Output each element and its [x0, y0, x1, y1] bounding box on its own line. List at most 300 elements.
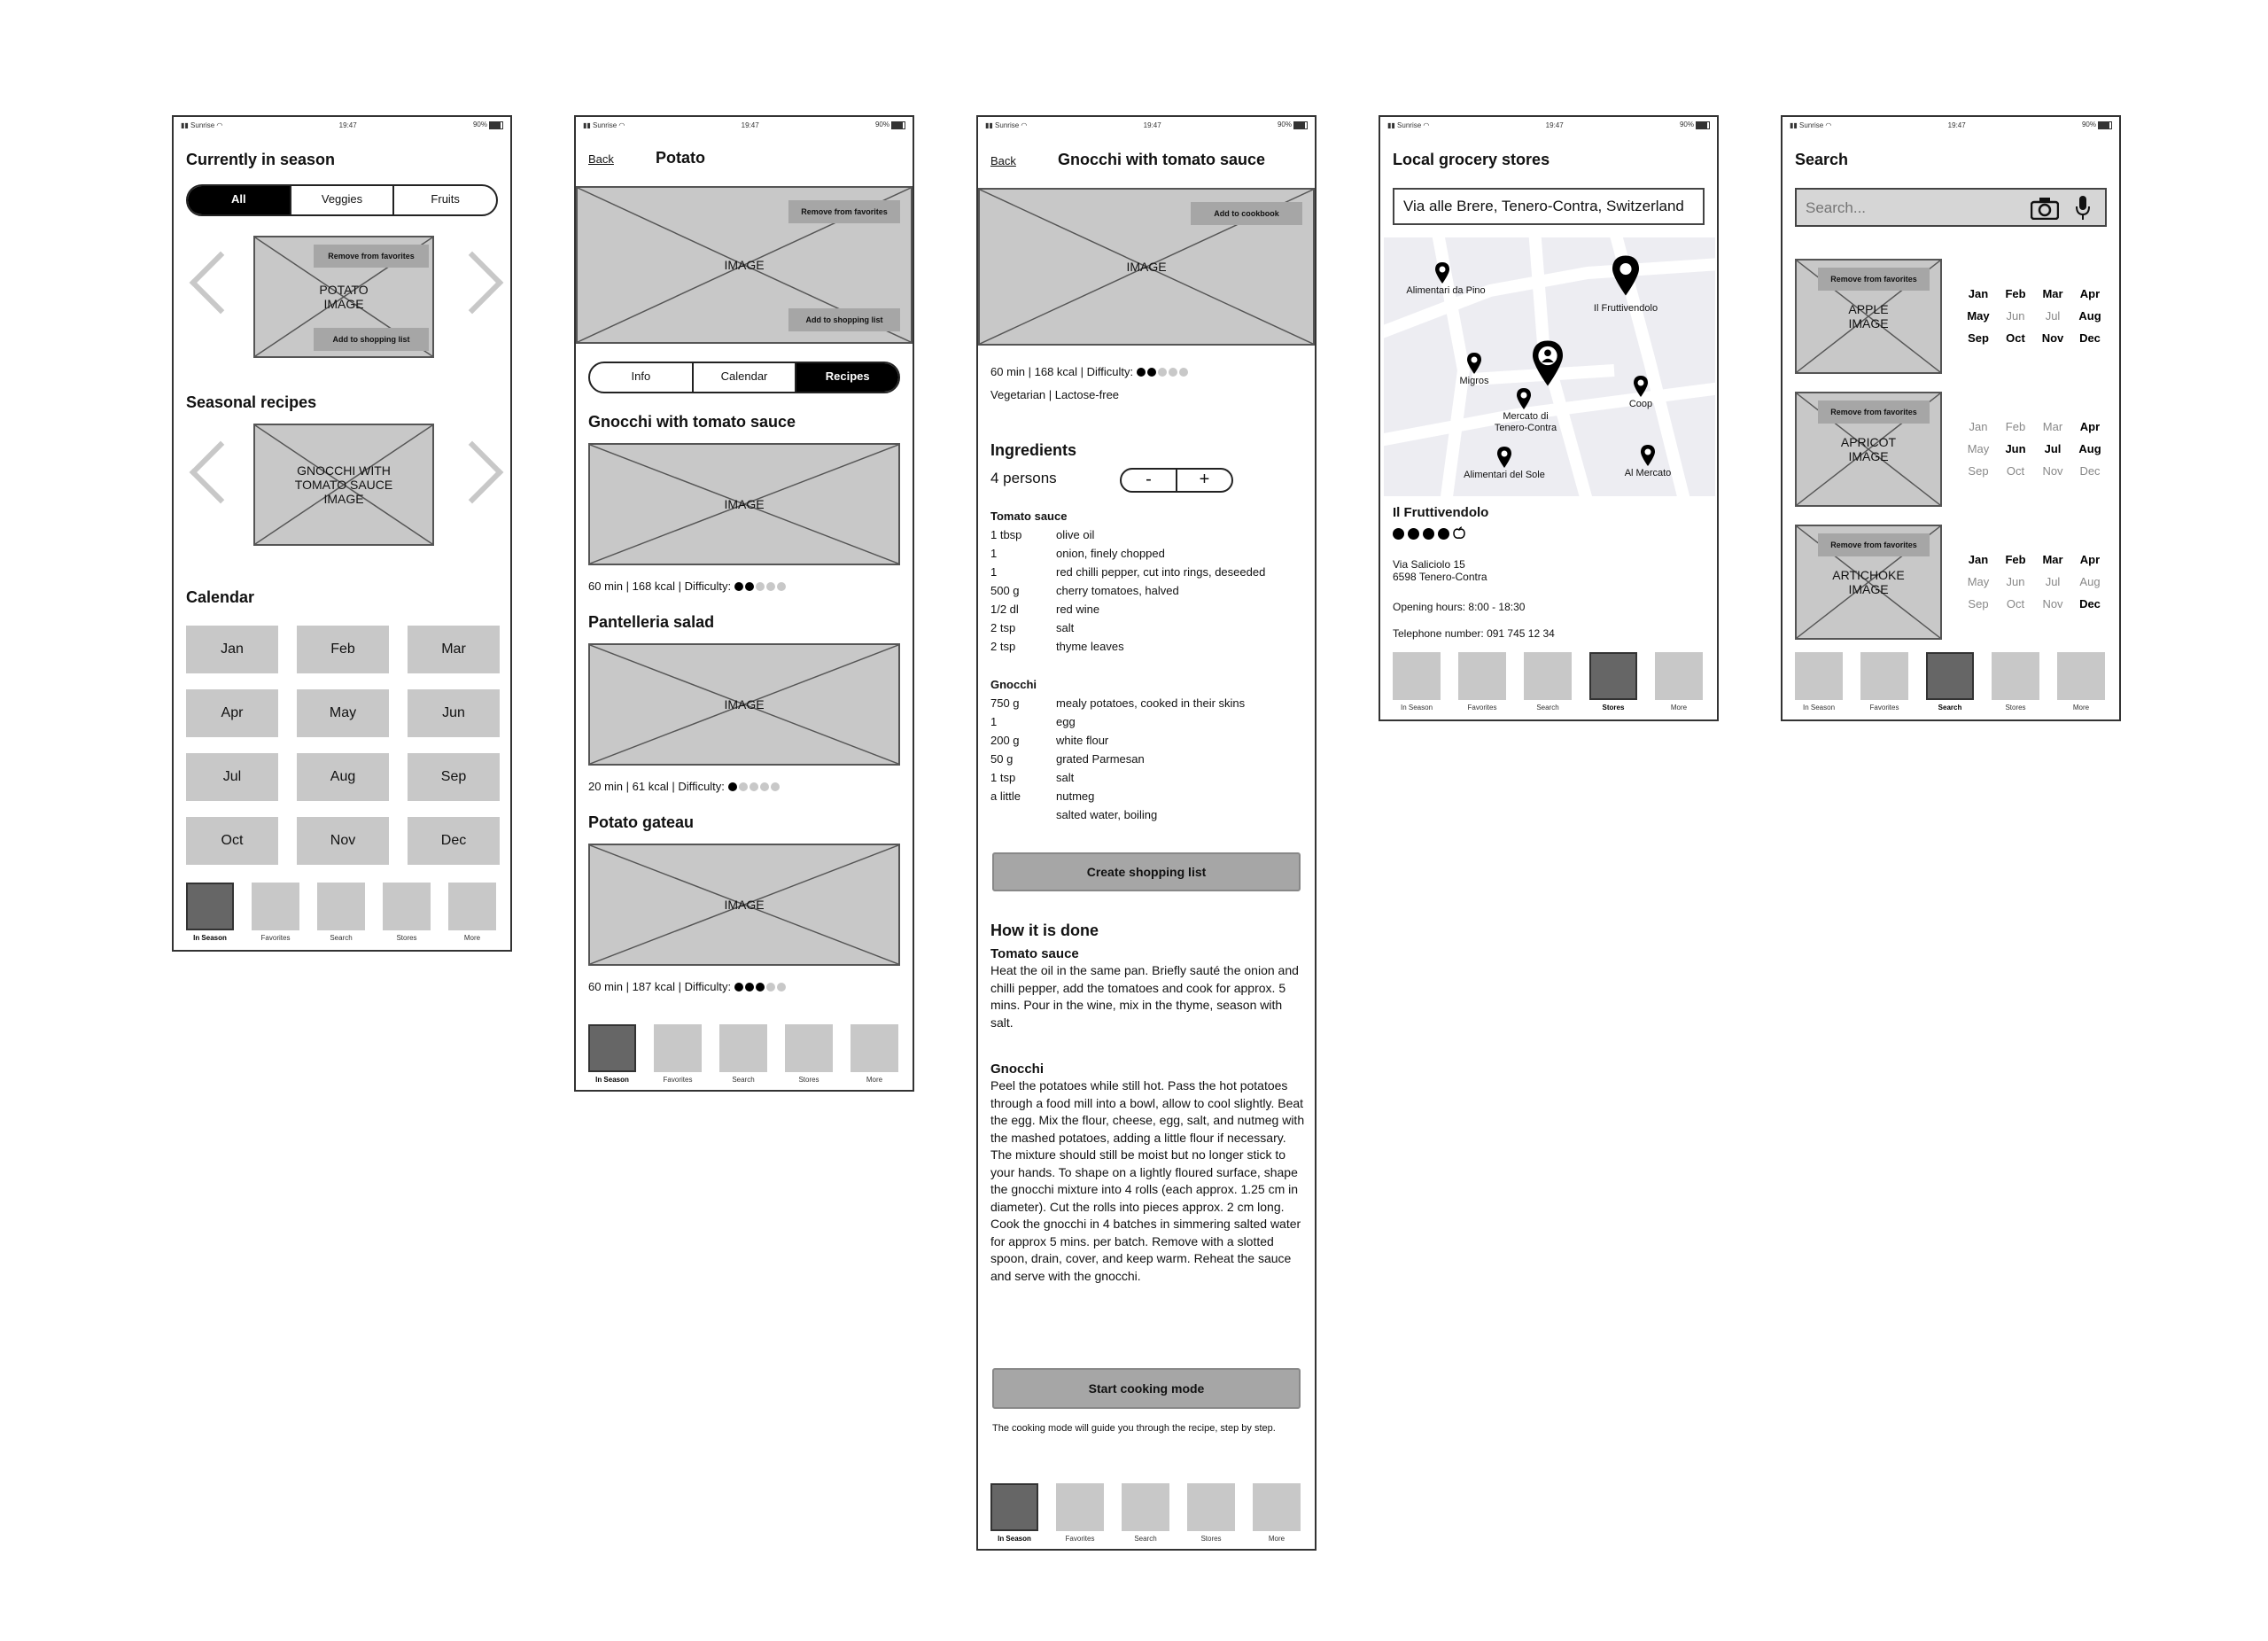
- ingredient-group-tomato: [990, 507, 1265, 656]
- section-title: Calendar: [186, 588, 255, 606]
- tab-label: More: [1670, 704, 1688, 712]
- produce-image[interactable]: [1795, 392, 1942, 507]
- rating-dot-filled: [1438, 528, 1449, 540]
- segment-veggies[interactable]: Veggies: [290, 186, 393, 214]
- pin-label: Alimentari da Pino: [1406, 285, 1486, 296]
- wifi-icon: ◠: [216, 121, 223, 129]
- battery-icon: [489, 121, 503, 129]
- month-dec[interactable]: Dec: [408, 817, 500, 865]
- prev-arrow-icon[interactable]: [190, 252, 252, 315]
- battery-percent: 90%: [472, 121, 487, 129]
- add-cookbook-button[interactable]: Add to cookbook: [1191, 202, 1302, 225]
- clock: 19:47: [1143, 121, 1161, 129]
- next-arrow-icon[interactable]: [441, 441, 504, 504]
- month-label: Apr: [2079, 287, 2101, 300]
- ingredient: salted water, boiling: [1056, 808, 1158, 821]
- page-title: Potato: [656, 149, 705, 167]
- clock: 19:47: [741, 121, 759, 129]
- step-text: Peel the potatoes while still hot. Pass the hot potatoes through a food mill into a bowl, allow to cool slightly. Beat the egg. Mix the flour, cheese, egg, salt, and nutmeg with the mashed potatoes, adding a little flour if necessary. The mixture should still be moist but no longer stick to your hands. To shape on a lightly floured surface, shape the gnocchi mixture into 4 rolls (each approx. 1.25 cm in diameter). Cut the rolls into pieces approx. 2 cm long. Cook the gnocchi in 4 batches in simmering salted water for approx 5 mins. per batch. Remove with a slotted spoon, drain, cover, and keep warm. Reheat the sauce and serve with the gnocchi.: [990, 1078, 1305, 1283]
- tab-label: In Season: [998, 1535, 1031, 1543]
- month-label: Feb: [2005, 553, 2026, 566]
- battery-percent: 90%: [1277, 121, 1292, 129]
- month-label: Dec: [2079, 597, 2101, 611]
- ingredient: white flour: [1056, 734, 1109, 747]
- remove-favorites-button[interactable]: Remove from favorites: [1818, 401, 1930, 424]
- battery-icon: [891, 121, 905, 129]
- recipe-title[interactable]: Potato gateau: [588, 813, 695, 831]
- map[interactable]: [1384, 237, 1715, 496]
- tab-more[interactable]: [850, 1024, 898, 1072]
- ingredient-row: [990, 768, 1245, 787]
- segment-recipes[interactable]: Recipes: [795, 363, 898, 392]
- month-jul[interactable]: Jul: [186, 753, 278, 801]
- difficulty-dot-filled: [745, 582, 754, 591]
- difficulty-dot-empty: [777, 582, 786, 591]
- tab-favorites[interactable]: [252, 883, 299, 930]
- ingredient-row: [990, 712, 1245, 731]
- rating-dot-filled: [1408, 528, 1419, 540]
- month-may[interactable]: May: [297, 689, 389, 737]
- store-hours: Opening hours: 8:00 - 18:30: [1393, 601, 1526, 613]
- page-title: Gnocchi with tomato sauce: [1058, 151, 1266, 168]
- tab-label: Stores: [1602, 704, 1625, 712]
- battery-icon: [1696, 121, 1710, 129]
- month-label: Nov: [2042, 464, 2063, 478]
- store-address: [1393, 558, 1487, 583]
- carrier-label: Sunrise: [1799, 121, 1824, 129]
- tab-search[interactable]: [719, 1024, 767, 1072]
- pin-label: Mercato di Tenero-Contra: [1494, 411, 1557, 433]
- season-months: [1960, 420, 2109, 478]
- create-shopping-list-button[interactable]: Create shopping list: [992, 852, 1301, 891]
- segment-all[interactable]: All: [188, 186, 290, 214]
- hero-image: [978, 188, 1315, 346]
- month-label: Jul: [2044, 442, 2062, 455]
- segment-calendar[interactable]: Calendar: [692, 363, 796, 392]
- month-mar[interactable]: Mar: [408, 626, 500, 673]
- signal-icon: ▮▮: [1790, 121, 1798, 129]
- tab-stores[interactable]: [785, 1024, 833, 1072]
- tab-label: Favorites: [1065, 1535, 1095, 1543]
- difficulty-dots: [1137, 366, 1190, 379]
- add-shopping-list-button[interactable]: Add to shopping list: [788, 308, 900, 331]
- segment-info[interactable]: Info: [631, 369, 651, 383]
- ingredient: nutmeg: [1056, 789, 1095, 803]
- ingredient: onion, finely chopped: [1056, 547, 1165, 560]
- difficulty-dot-filled: [734, 983, 743, 992]
- quantity: 2 tsp: [990, 621, 1016, 634]
- ingredient: salt: [1056, 771, 1075, 784]
- month-label: Aug: [2078, 309, 2101, 323]
- month-sep[interactable]: Sep: [408, 753, 500, 801]
- ingredient: egg: [1056, 715, 1076, 728]
- tab-label: In Season: [193, 934, 227, 942]
- month-oct[interactable]: Oct: [186, 817, 278, 865]
- ingredient-row: [990, 694, 1245, 712]
- ingredient: salt: [1056, 621, 1075, 634]
- search-input[interactable]: [1804, 197, 2020, 220]
- tab-stores[interactable]: [1589, 652, 1637, 700]
- tab-more[interactable]: [448, 883, 496, 930]
- quantity: 1: [990, 565, 998, 579]
- back-link[interactable]: Back: [990, 154, 1016, 167]
- month-feb[interactable]: Feb: [297, 626, 389, 673]
- store-street: Via Saliciolo 15: [1393, 558, 1465, 571]
- month-label: Sep: [1968, 331, 1989, 345]
- tab-stores[interactable]: [1992, 652, 2039, 700]
- tab-label: Search: [1134, 1535, 1157, 1543]
- tab-in-season[interactable]: [186, 883, 234, 930]
- recipe-meta: [990, 365, 1190, 379]
- screen-stores: [1379, 115, 1719, 721]
- difficulty-dots: [734, 580, 788, 594]
- image-label: IMAGE: [724, 898, 765, 912]
- map-pin-icon[interactable]: [1641, 445, 1655, 471]
- ingredient: olive oil: [1056, 528, 1095, 541]
- tab-label: Favorites: [1467, 704, 1497, 712]
- quantity: 1: [990, 547, 998, 560]
- category-segmented-control: [186, 184, 498, 216]
- month-label: Oct: [2006, 597, 2025, 611]
- tab-in-season[interactable]: [588, 1024, 636, 1072]
- month-label: Dec: [2079, 464, 2101, 478]
- produce-image[interactable]: [1795, 525, 1942, 640]
- month-label: Sep: [1968, 597, 1989, 611]
- ingredient-row: [990, 563, 1265, 581]
- back-link[interactable]: Back: [588, 152, 614, 166]
- clock: 19:47: [338, 121, 357, 129]
- tab-label: Search: [1536, 704, 1559, 712]
- tab-label: Search: [1938, 704, 1962, 712]
- pin-label: Il Fruttivendolo: [1593, 303, 1658, 314]
- ingredient-row: [990, 581, 1265, 600]
- month-label: Jun: [2005, 442, 2026, 455]
- signal-icon: ▮▮: [985, 121, 993, 129]
- diet-tags: Vegetarian | Lactose-free: [990, 388, 1120, 401]
- address-input[interactable]: Via alle Brere, Tenero-Contra, Switzerland: [1393, 188, 1705, 225]
- ingredient-row: [990, 544, 1265, 563]
- battery-percent: 90%: [874, 121, 889, 129]
- pin-label: Alimentari del Sole: [1464, 470, 1545, 480]
- signal-icon: ▮▮: [583, 121, 591, 129]
- tab-stores[interactable]: [383, 883, 431, 930]
- month-nov[interactable]: Nov: [297, 817, 389, 865]
- month-label: Jul: [2045, 309, 2061, 323]
- produce-image[interactable]: [1795, 259, 1942, 374]
- image-label: IMAGE: [724, 697, 765, 712]
- group-title: Tomato sauce: [990, 509, 1068, 523]
- month-label: May: [1967, 442, 1990, 455]
- rating-dots: [1393, 526, 1465, 544]
- difficulty-dot-empty: [739, 782, 748, 791]
- signal-icon: ▮▮: [1387, 121, 1395, 129]
- page-title: Local grocery stores: [1393, 151, 1550, 168]
- microphone-icon[interactable]: [2075, 195, 2091, 222]
- recipe-title[interactable]: Pantelleria salad: [588, 613, 715, 631]
- month-label: Oct: [2006, 331, 2025, 345]
- quantity: 200 g: [990, 734, 1020, 747]
- page-title: Search: [1795, 151, 1849, 168]
- remove-favorites-button[interactable]: Remove from favorites: [788, 200, 900, 223]
- rating-dot-filled: [1393, 528, 1404, 540]
- battery-icon: [1293, 121, 1308, 129]
- persons-stepper: [1120, 468, 1233, 493]
- clock: 19:47: [1947, 121, 1966, 129]
- ingredient-row: [990, 637, 1265, 656]
- camera-icon[interactable]: [2031, 197, 2059, 220]
- image-label: GNOCCHI WITH TOMATO SAUCE IMAGE: [294, 463, 393, 506]
- tab-label: Stores: [396, 934, 417, 942]
- tab-label: Search: [732, 1076, 755, 1084]
- season-months: [1960, 553, 2109, 611]
- carrier-label: Sunrise: [1397, 121, 1422, 129]
- month-label: Nov: [2042, 597, 2063, 611]
- remove-favorites-button[interactable]: Remove from favorites: [1818, 268, 1930, 291]
- difficulty-dot-empty: [1179, 368, 1188, 377]
- month-label: Oct: [2006, 464, 2025, 478]
- tab-search[interactable]: [1524, 652, 1572, 700]
- recipe-image[interactable]: [588, 443, 900, 565]
- difficulty-dots: [728, 781, 781, 794]
- ingredient-group-gnocchi: [990, 675, 1245, 824]
- quantity: a little: [990, 789, 1021, 803]
- tab-search[interactable]: [1926, 652, 1974, 700]
- tab-label: Stores: [2005, 704, 2026, 712]
- month-label: Jul: [2045, 575, 2061, 588]
- status-bar: [978, 117, 1315, 133]
- tab-more[interactable]: [1655, 652, 1703, 700]
- quantity: 1: [990, 715, 998, 728]
- difficulty-dot-filled: [1147, 368, 1156, 377]
- next-arrow-icon[interactable]: [441, 252, 504, 315]
- recipe-meta: [588, 579, 788, 594]
- month-label: Jan: [1969, 420, 1988, 433]
- month-jan[interactable]: Jan: [186, 626, 278, 673]
- ingredient-row: [990, 600, 1265, 618]
- tab-label: Favorites: [1869, 704, 1899, 712]
- status-bar: [1783, 117, 2119, 133]
- month-label: Mar: [2042, 420, 2063, 433]
- month-label: Jan: [1968, 287, 1989, 300]
- image-label: IMAGE: [724, 497, 765, 511]
- tab-favorites[interactable]: [654, 1024, 702, 1072]
- recipe-image[interactable]: [253, 424, 434, 546]
- tab-favorites[interactable]: [1860, 652, 1908, 700]
- ingredient: thyme leaves: [1056, 640, 1124, 653]
- search-bar: [1795, 188, 2107, 227]
- difficulty-dot-empty: [750, 782, 758, 791]
- step-title: Tomato sauce: [990, 946, 1079, 961]
- screen-search: [1781, 115, 2121, 721]
- tab-label: In Season: [595, 1076, 629, 1084]
- image-label: IMAGE: [724, 258, 765, 272]
- difficulty-dot-empty: [1169, 368, 1177, 377]
- wifi-icon: ◠: [1423, 121, 1430, 129]
- month-label: Feb: [2005, 287, 2026, 300]
- ingredient-row: [990, 787, 1245, 805]
- tab-in-season[interactable]: [1393, 652, 1441, 700]
- detail-segmented-control: [588, 362, 900, 393]
- map-pin-icon[interactable]: [1634, 376, 1648, 401]
- map-pin-icon[interactable]: [1517, 388, 1531, 414]
- tab-more[interactable]: [2057, 652, 2105, 700]
- difficulty-dot-empty: [766, 582, 775, 591]
- featured-image[interactable]: [253, 236, 434, 358]
- store-phone[interactable]: Telephone number: 091 745 12 34: [1393, 627, 1555, 640]
- recipe-title[interactable]: Gnocchi with tomato sauce: [588, 413, 796, 431]
- image-label: IMAGE: [1126, 260, 1167, 274]
- quantity: 1 tbsp: [990, 528, 1022, 541]
- status-bar: [576, 117, 913, 133]
- month-label: Mar: [2042, 553, 2063, 566]
- recipe-meta-text: 60 min | 168 kcal | Difficulty:: [588, 579, 732, 593]
- page-title: Currently in season: [186, 151, 336, 168]
- month-label: May: [1967, 309, 1990, 323]
- month-apr[interactable]: Apr: [186, 689, 278, 737]
- quantity: 50 g: [990, 752, 1014, 766]
- tab-favorites[interactable]: [1458, 652, 1506, 700]
- quantity: 1 tsp: [990, 771, 1016, 784]
- month-label: Mar: [2042, 287, 2063, 300]
- tab-favorites[interactable]: [1056, 1483, 1104, 1531]
- recipe-meta-text: 60 min | 168 kcal | Difficulty:: [990, 365, 1134, 378]
- image-label: ARTICHOKE IMAGE: [1832, 568, 1905, 596]
- difficulty-dot-empty: [1158, 368, 1167, 377]
- prev-arrow-icon[interactable]: [190, 441, 252, 504]
- month-label: Feb: [2005, 420, 2026, 433]
- recipe-meta: [588, 980, 788, 994]
- month-label: Jun: [2006, 309, 2025, 323]
- quantity: 1/2 dl: [990, 603, 1019, 616]
- tab-label: Stores: [798, 1076, 819, 1084]
- segment-fruits[interactable]: Fruits: [392, 186, 496, 214]
- month-aug[interactable]: Aug: [297, 753, 389, 801]
- tab-label: Favorites: [663, 1076, 693, 1084]
- recipe-meta-text: 20 min | 61 kcal | Difficulty:: [588, 780, 725, 793]
- store-rating: [1393, 526, 1465, 544]
- tab-in-season[interactable]: [990, 1483, 1038, 1531]
- remove-favorites-button[interactable]: Remove from favorites: [314, 245, 429, 268]
- step-title: Gnocchi: [990, 1062, 1045, 1077]
- image-label: APPLE IMAGE: [1848, 302, 1889, 331]
- map-pin-icon[interactable]: [1497, 447, 1511, 472]
- month-label: Jan: [1968, 553, 1989, 566]
- map-pin-icon[interactable]: [1467, 353, 1481, 378]
- tab-label: More: [866, 1076, 883, 1084]
- decrease-button[interactable]: -: [1122, 470, 1177, 491]
- difficulty-dot-empty: [766, 983, 775, 992]
- difficulty-dot-empty: [760, 782, 769, 791]
- tab-stores[interactable]: [1187, 1483, 1235, 1531]
- difficulty-dot-filled: [728, 782, 737, 791]
- group-title: Gnocchi: [990, 678, 1037, 691]
- increase-button[interactable]: +: [1199, 470, 1210, 489]
- month-label: Apr: [2079, 553, 2101, 566]
- tab-label: Favorites: [260, 934, 291, 942]
- month-label: Dec: [2079, 331, 2101, 345]
- wifi-icon: ◠: [1825, 121, 1832, 129]
- difficulty-dot-empty: [756, 582, 765, 591]
- tab-label: In Season: [1802, 704, 1836, 712]
- month-jun[interactable]: Jun: [408, 689, 500, 737]
- ingredient: mealy potatoes, cooked in their skins: [1056, 696, 1246, 710]
- pin-label: Al Mercato: [1624, 468, 1672, 478]
- map-pin-icon[interactable]: [1435, 262, 1449, 288]
- add-shopping-list-button[interactable]: Add to shopping list: [314, 328, 429, 351]
- tab-label: More: [2072, 704, 2090, 712]
- image-label: APRICOT IMAGE: [1840, 435, 1897, 463]
- tab-label: In Season: [1400, 704, 1433, 712]
- ingredient: cherry tomatoes, halved: [1056, 584, 1179, 597]
- store-city: 6598 Tenero-Contra: [1393, 571, 1487, 583]
- ingredient-row: [990, 805, 1245, 824]
- rating-apple-empty-icon: [1453, 528, 1465, 543]
- ingredients-title: Ingredients: [990, 441, 1077, 459]
- status-bar: [1380, 117, 1717, 133]
- recipe-image[interactable]: [588, 643, 900, 766]
- tab-label: More: [463, 934, 481, 942]
- difficulty-dot-empty: [771, 782, 780, 791]
- month-label: Apr: [2079, 420, 2101, 433]
- difficulty-dot-filled: [745, 983, 754, 992]
- start-cooking-button[interactable]: Start cooking mode: [992, 1368, 1301, 1409]
- screen-recipe-detail: [976, 115, 1317, 1551]
- tab-label: More: [1268, 1535, 1285, 1543]
- month-label: Aug: [2078, 442, 2101, 455]
- store-name: Il Fruttivendolo: [1393, 505, 1489, 520]
- recipe-meta: [588, 780, 781, 794]
- difficulty-dot-empty: [777, 983, 786, 992]
- recipe-image[interactable]: [588, 844, 900, 966]
- persons-label: 4 persons: [990, 470, 1057, 486]
- pin-label: Coop: [1628, 399, 1653, 409]
- step-text: Heat the oil in the same pan. Briefly sauté the onion and chilli pepper, add the tomatoes and cook for approx. 5 mins. Pour in the wine, mix in the thyme, season with salt.: [990, 963, 1299, 1030]
- battery-icon: [2098, 121, 2112, 129]
- wifi-icon: ◠: [618, 121, 625, 129]
- screen-in-season: [172, 115, 512, 952]
- ingredient-row: [990, 731, 1245, 750]
- wifi-icon: ◠: [1021, 121, 1028, 129]
- battery-percent: 90%: [1679, 121, 1694, 129]
- rating-dot-filled: [1423, 528, 1434, 540]
- carrier-label: Sunrise: [190, 121, 215, 129]
- map-pin-selected-icon[interactable]: [1612, 255, 1639, 300]
- difficulty-dots: [734, 981, 788, 994]
- ingredient: red wine: [1056, 603, 1100, 616]
- difficulty-dot-filled: [1137, 368, 1146, 377]
- remove-favorites-button[interactable]: Remove from favorites: [1818, 533, 1930, 556]
- image-label: POTATO IMAGE: [319, 283, 369, 311]
- tab-search[interactable]: [317, 883, 365, 930]
- battery-percent: 90%: [2081, 121, 2096, 129]
- month-label: Aug: [2079, 575, 2101, 588]
- tab-search[interactable]: [1122, 1483, 1169, 1531]
- difficulty-dot-filled: [756, 983, 765, 992]
- hero-image: [576, 186, 913, 344]
- status-bar: [174, 117, 510, 133]
- tab-in-season[interactable]: [1795, 652, 1843, 700]
- clock: 19:47: [1545, 121, 1564, 129]
- section-title: Seasonal recipes: [186, 393, 317, 411]
- screen-potato: [574, 115, 914, 1092]
- tab-label: Stores: [1200, 1535, 1222, 1543]
- ingredient-row: [990, 750, 1245, 768]
- tab-more[interactable]: [1253, 1483, 1301, 1531]
- signal-icon: ▮▮: [181, 121, 189, 129]
- difficulty-dot-filled: [734, 582, 743, 591]
- recipe-meta-text: 60 min | 187 kcal | Difficulty:: [588, 980, 732, 993]
- month-label: Nov: [2041, 331, 2064, 345]
